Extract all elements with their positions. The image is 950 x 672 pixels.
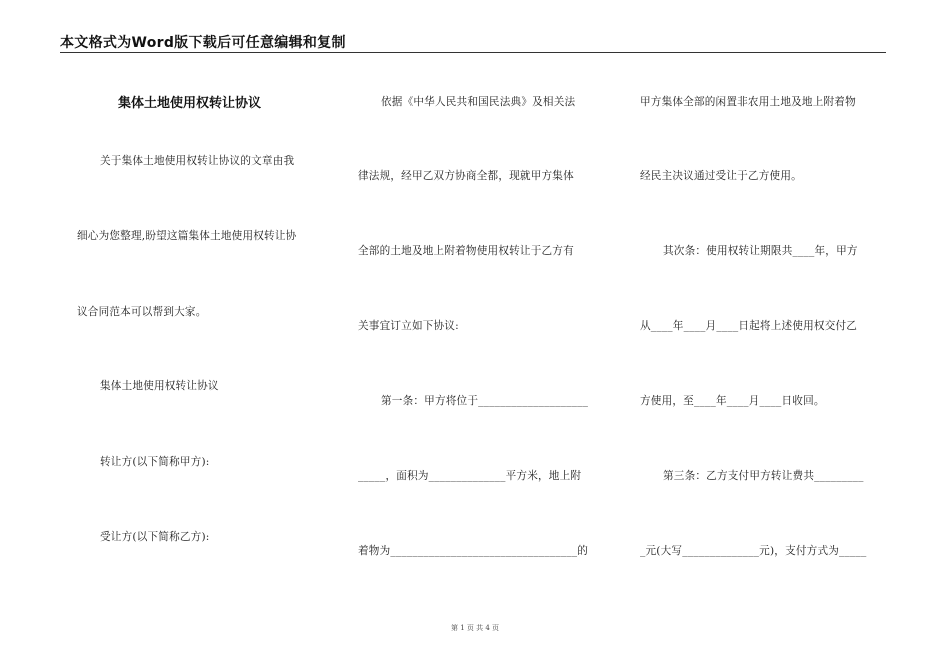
document-header: 本文格式为Word版下载后可任意编辑和复制 — [60, 35, 346, 51]
paragraph-line: 议合同范本可以帮到大家。 — [77, 306, 207, 318]
party-a-label: 转让方(以下简称甲方): — [100, 456, 210, 468]
document-title: 集体土地使用权转让协议 — [118, 96, 262, 111]
paragraph-line: 依据《中华人民共和国民法典》及相关法 — [381, 96, 576, 108]
article-1-line: 第一条：甲方将位于____________________ — [381, 395, 589, 407]
paragraph-line: 关于集体土地使用权转让协议的文章由我 — [100, 155, 295, 167]
article-3-line: 第三条：乙方支付甲方转让费共_________ — [663, 470, 864, 482]
paragraph-line: _____，面积为______________平方米，地上附 — [358, 470, 582, 482]
paragraph-line: 着物为__________________________________的 — [358, 545, 589, 557]
header-divider — [60, 52, 886, 53]
paragraph-line: 律法规，经甲乙双方协商全都，现就甲方集体 — [358, 170, 574, 182]
paragraph-line: 经民主决议通过受让于乙方使用。 — [640, 170, 802, 182]
paragraph-line: 全部的土地及地上附着物使用权转让于乙方有 — [358, 245, 574, 257]
article-2-line: 其次条：使用权转让期限共____年，甲方 — [663, 245, 858, 257]
section-heading: 集体土地使用权转让协议 — [100, 380, 219, 392]
party-b-label: 受让方(以下简称乙方): — [100, 531, 210, 543]
paragraph-line: 方使用，至____年____月____日收回。 — [640, 395, 825, 407]
page-number: 第 1 页 共 4 页 — [450, 624, 500, 632]
paragraph-line: _元(大写______________元)，支付方式为_____ — [640, 545, 867, 557]
paragraph-line: 关事宜订立如下协议: — [358, 320, 459, 332]
paragraph-line: 甲方集体全部的闲置非农用土地及地上附着物 — [640, 96, 856, 108]
paragraph-line: 细心为您整理,盼望这篇集体土地使用权转让协 — [77, 230, 297, 242]
paragraph-line: 从____年____月____日起将上述使用权交付乙 — [640, 320, 858, 332]
